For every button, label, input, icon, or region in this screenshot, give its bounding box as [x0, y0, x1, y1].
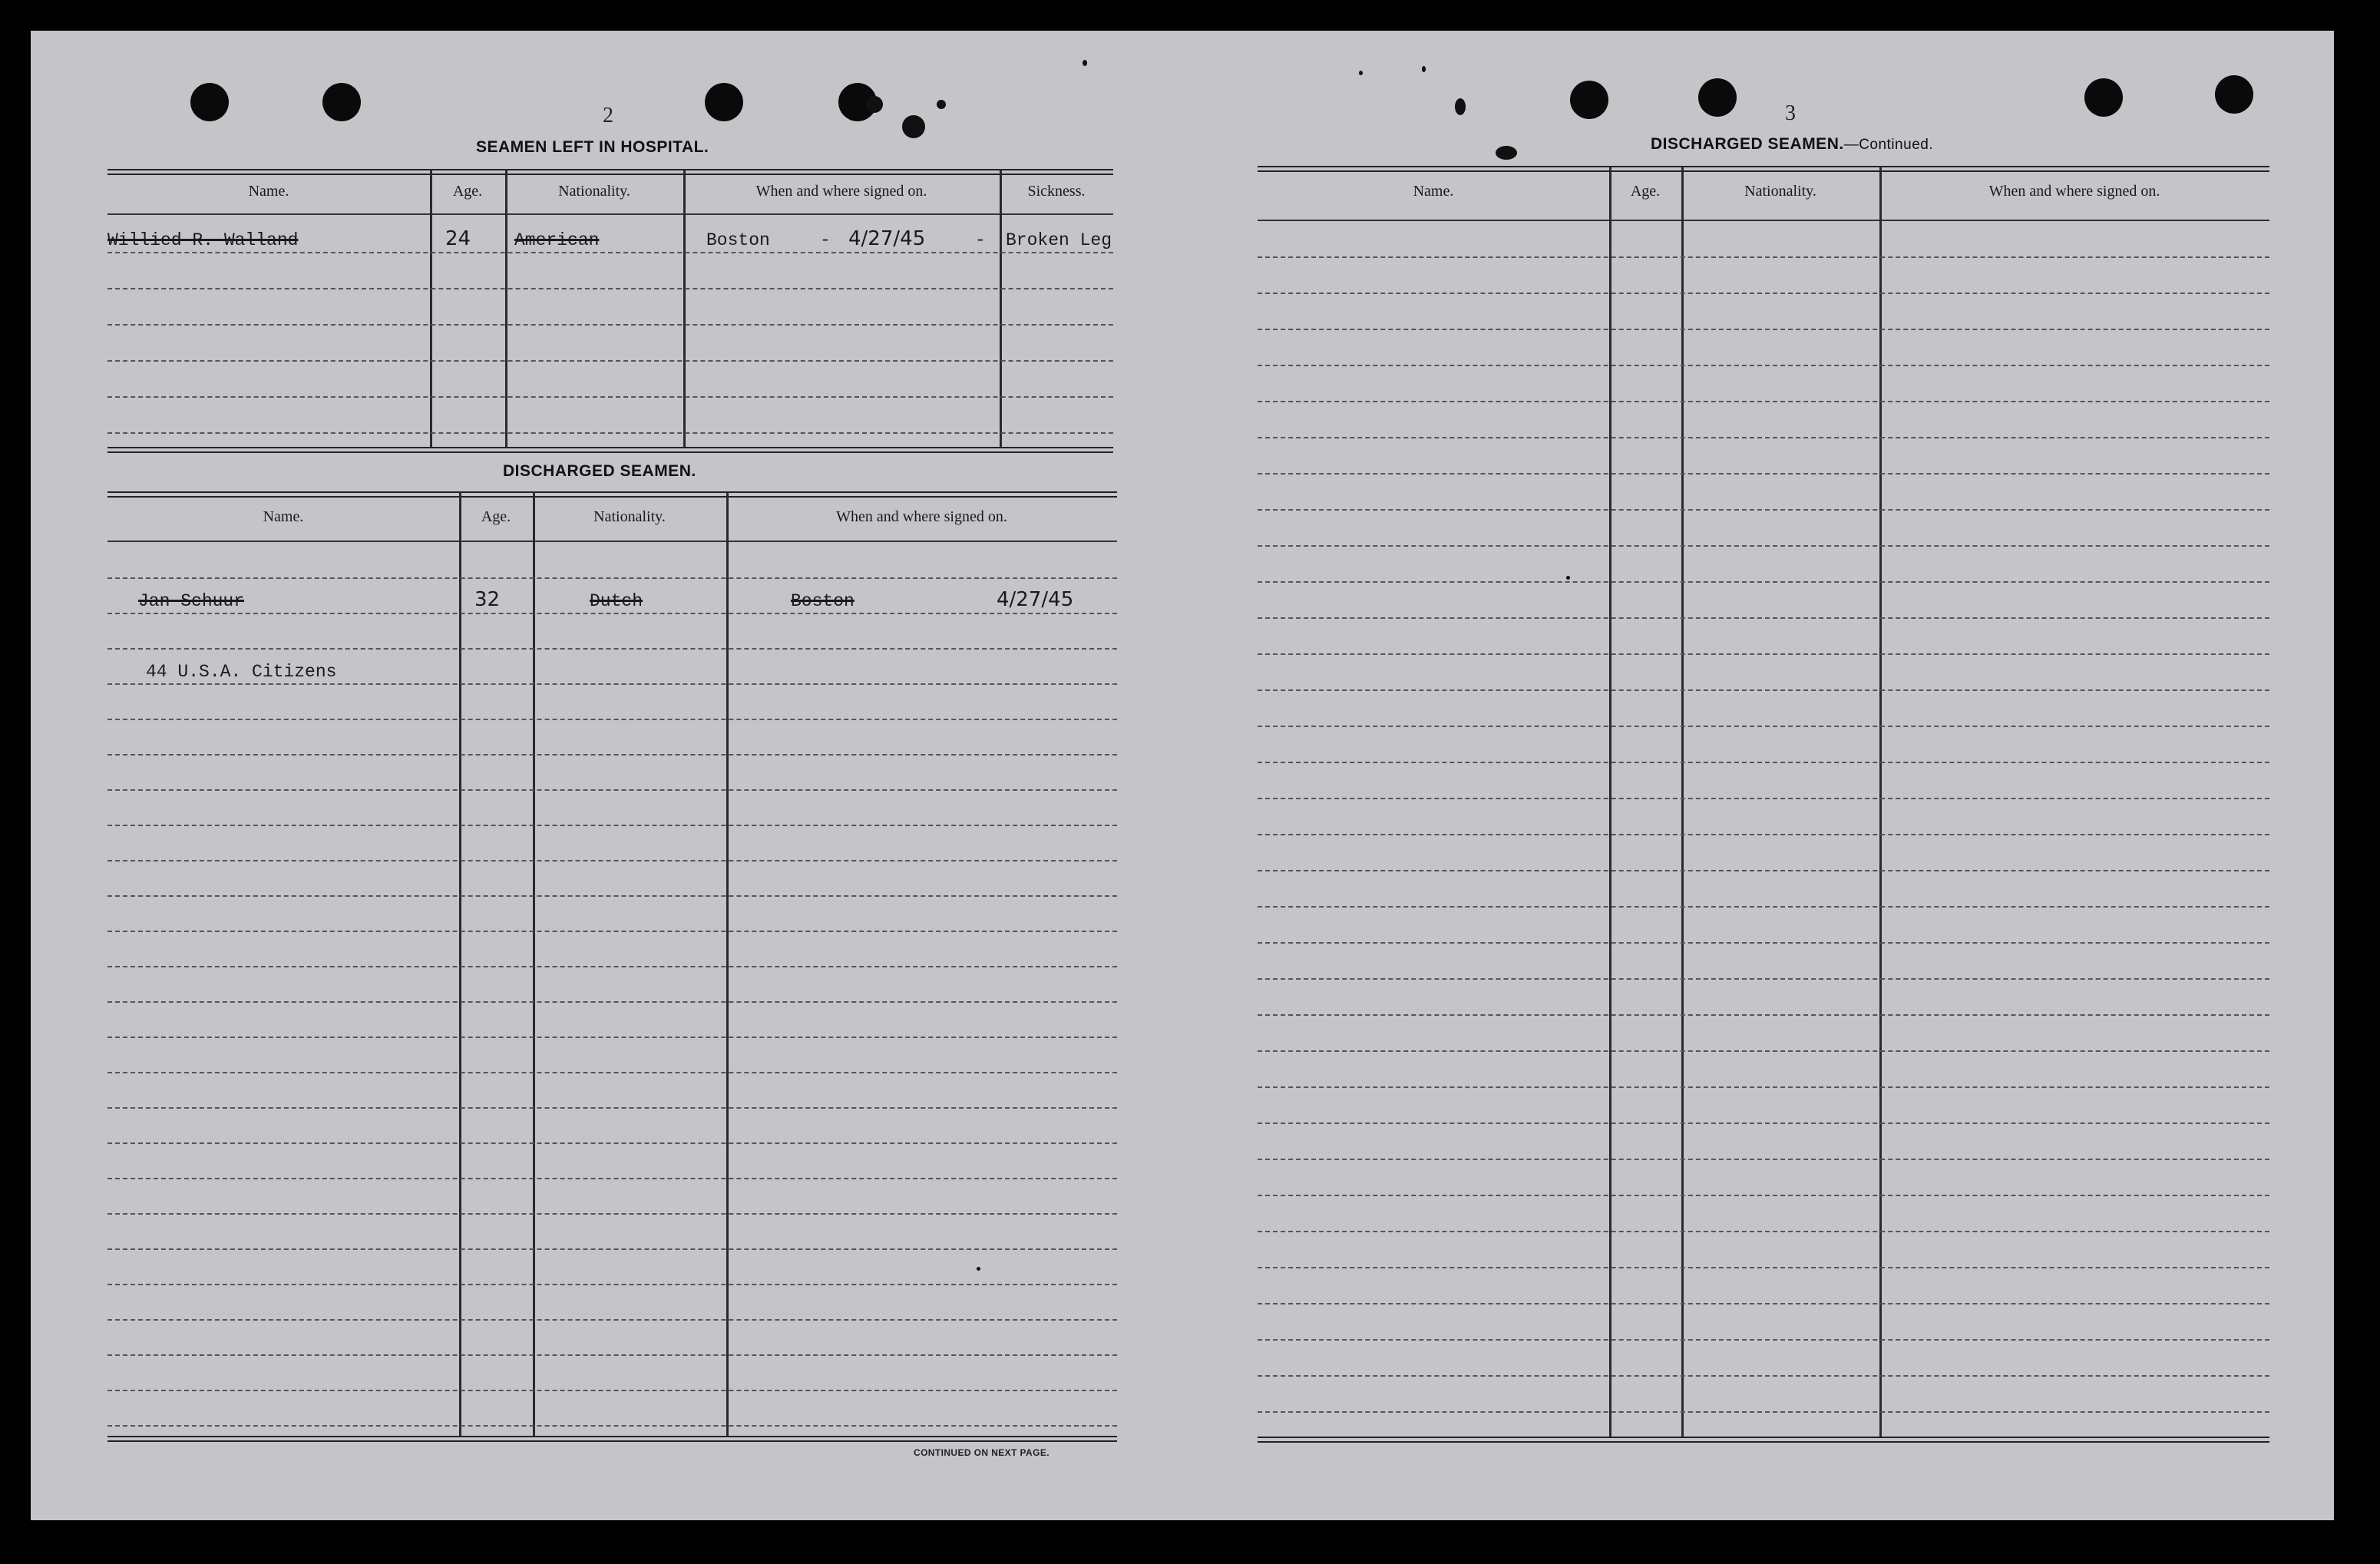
- col-signed-on-header: When and where signed on.: [755, 183, 927, 200]
- discharged-row-note: 44 U.S.A. Citizens: [146, 662, 337, 682]
- punch-hole: [190, 83, 229, 121]
- col-age-header: Age.: [1630, 183, 1661, 200]
- page-number: 3: [1785, 101, 1796, 125]
- punch-hole: [1570, 81, 1608, 119]
- col-name-header: Name.: [1413, 183, 1454, 200]
- discharged-row-date: 4/27/45: [997, 588, 1074, 611]
- hospital-row-date: 4/27/45: [848, 227, 926, 250]
- col-signed-on-header: When and where signed on.: [1988, 183, 2160, 200]
- discharged-continued-title: DISCHARGED SEAMEN.—Continued.: [1651, 135, 1934, 153]
- col-age-header: Age.: [452, 183, 483, 200]
- punch-hole: [2084, 78, 2123, 117]
- col-name-header: Name.: [263, 508, 304, 525]
- discharged-row-name: Jan Schuur: [138, 591, 245, 611]
- col-nationality-header: Nationality.: [1744, 183, 1816, 200]
- hospital-table: Name. Age. Nationality. When and where signed on. Sickness. Willied R. Walland 24 American Boston - 4/27/45 - Broken Leg: [107, 169, 1113, 453]
- hospital-section-title: SEAMEN LEFT IN HOSPITAL.: [476, 138, 709, 156]
- discharged-table: [107, 491, 1117, 1474]
- hospital-row-nationality: American: [514, 230, 600, 250]
- punch-hole: [1698, 78, 1737, 117]
- hospital-row-age: 24: [445, 227, 471, 250]
- left-page: [31, 31, 1205, 1520]
- hospital-row-where: Boston: [706, 230, 770, 250]
- right-page: [1205, 31, 2334, 1520]
- punch-hole: [322, 83, 361, 121]
- discharged-row-age: 32: [474, 588, 501, 611]
- col-name-header: Name.: [248, 183, 289, 200]
- col-sickness-header: Sickness.: [1027, 183, 1086, 200]
- discharged-row-nationality: Dutch: [590, 591, 643, 611]
- continued-footer: CONTINUED ON NEXT PAGE.: [914, 1447, 1050, 1458]
- discharged-continued-table: [1258, 166, 2269, 1471]
- col-nationality-header: Nationality.: [558, 183, 630, 200]
- document-sheet: [31, 31, 2334, 1520]
- punch-hole: [2215, 75, 2253, 114]
- col-signed-on-header: When and where signed on.: [836, 508, 1007, 525]
- page-number: 2: [603, 104, 613, 127]
- punch-hole: [705, 83, 743, 121]
- col-age-header: Age.: [481, 508, 511, 525]
- discharged-section-title: DISCHARGED SEAMEN.: [503, 462, 696, 480]
- hospital-row-name: Willied R. Walland: [107, 230, 299, 250]
- hospital-row-sickness: Broken Leg: [1006, 230, 1112, 250]
- col-nationality-header: Nationality.: [593, 508, 666, 525]
- discharged-row-where: Boston: [791, 591, 854, 611]
